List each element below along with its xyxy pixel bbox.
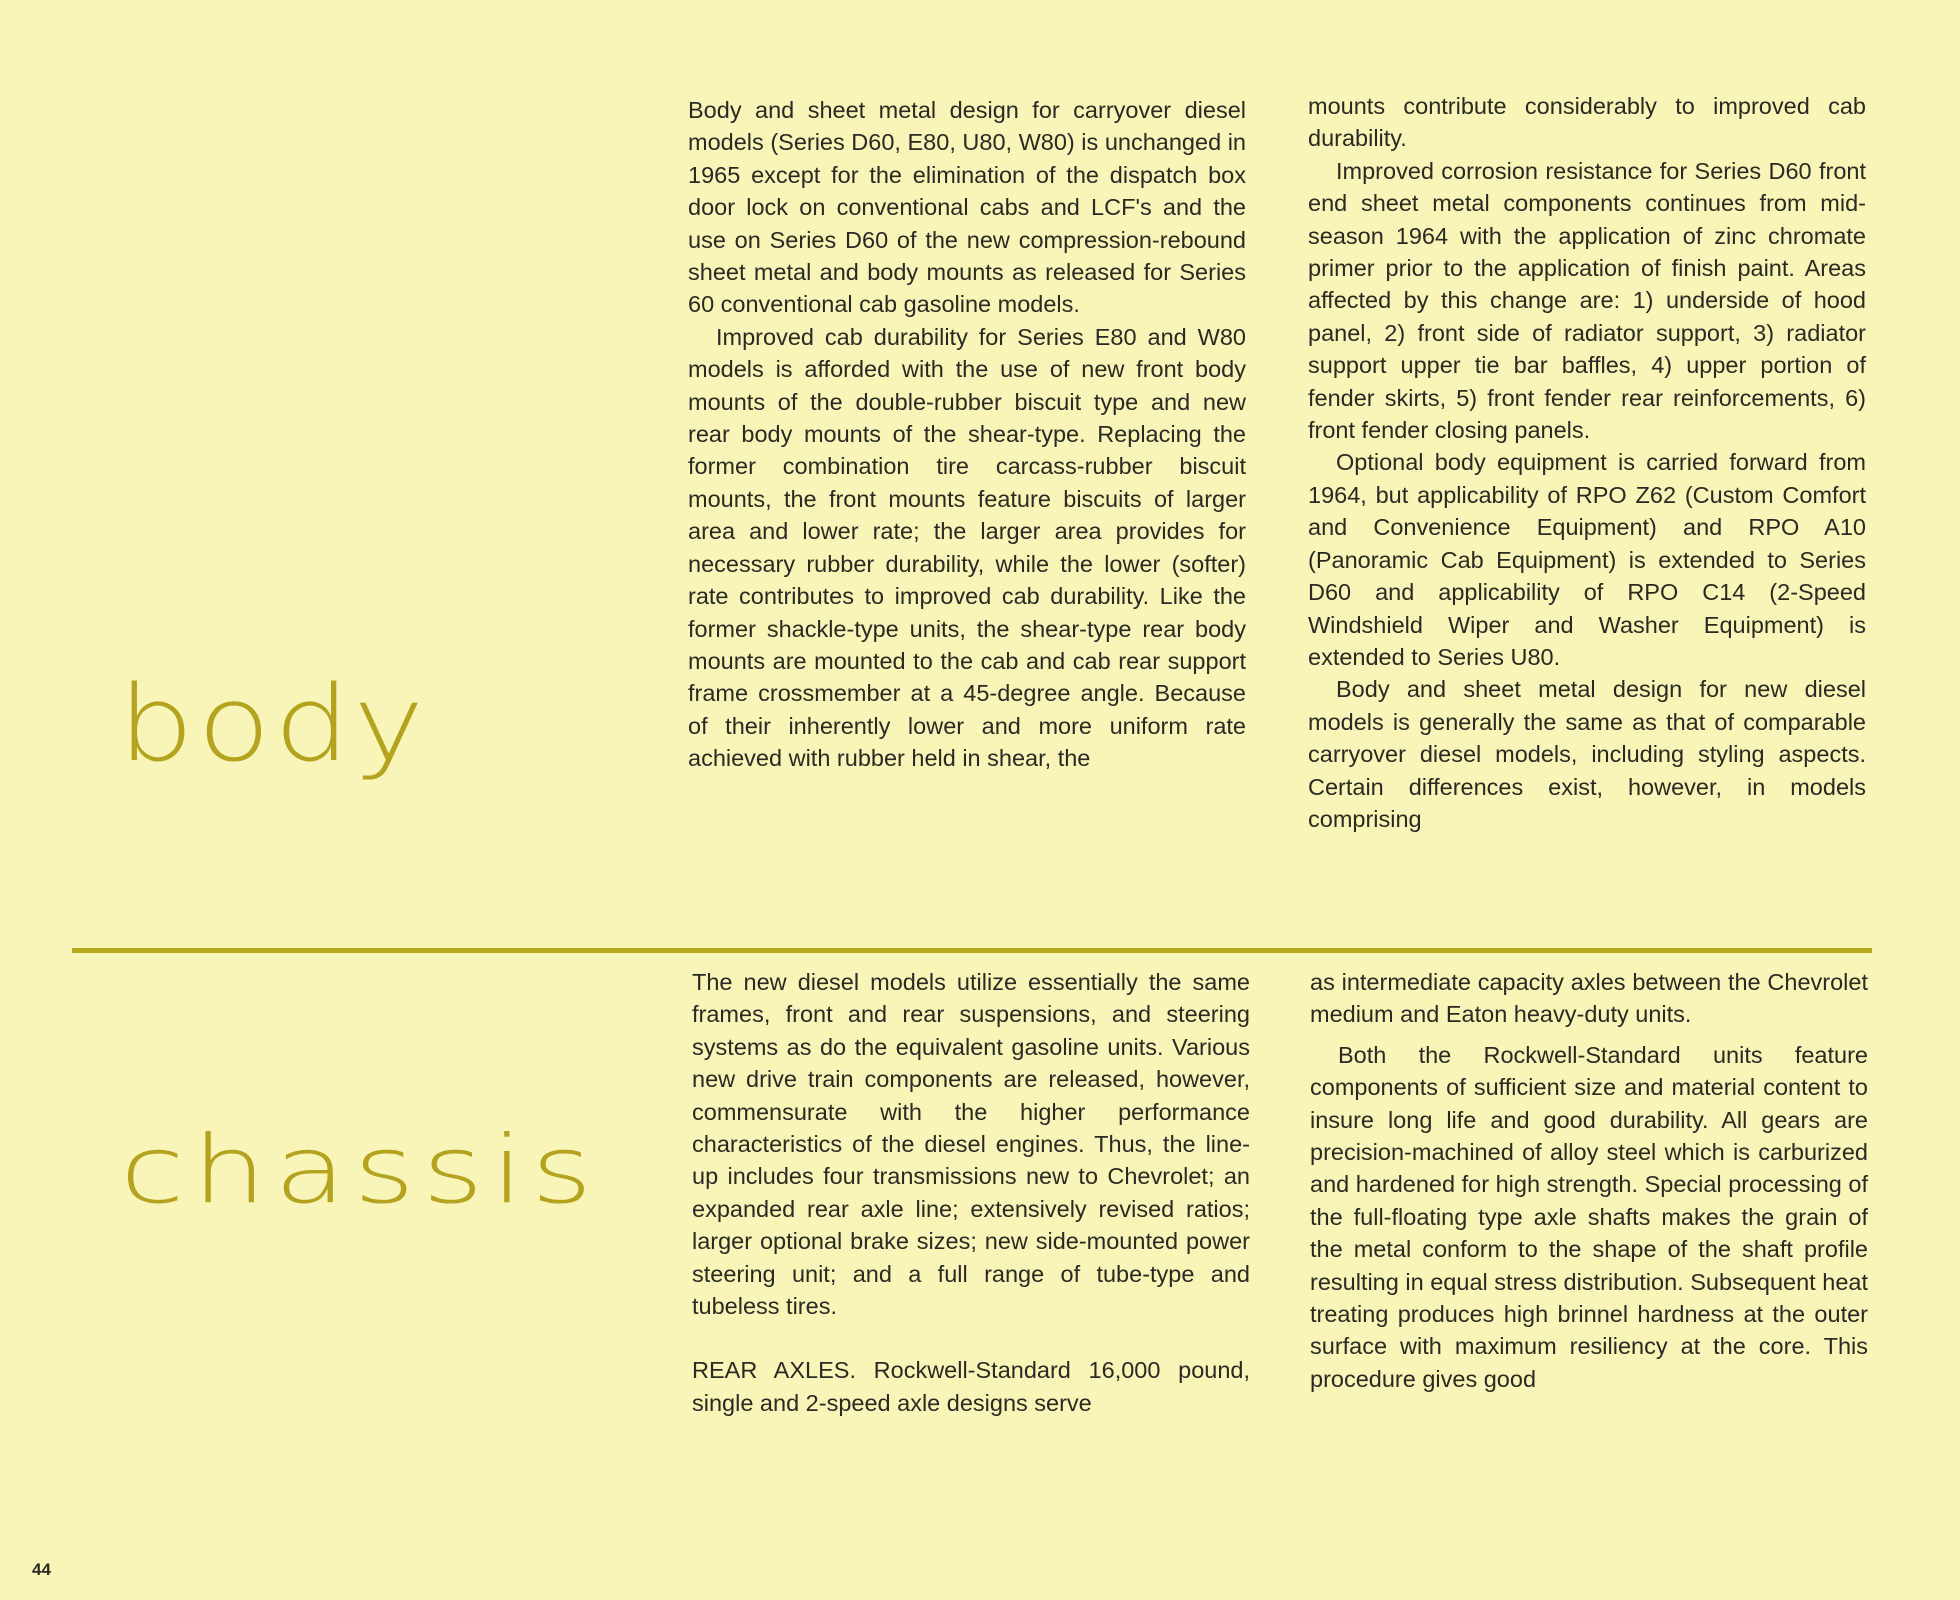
body-paragraph: Improved corrosion resistance for Series D60 front end sheet metal components continues from mid-season 1964 with the application of zinc chromate primer prior to the application of finish paint. Areas affected by this change are: 1) underside of hood panel, 2) front side of radiator support, 3) radiator support upper tie bar baffles, 4) upper portion of fender skirts, 5) front fender rear reinforcements, 6) front fender closing panels. xyxy=(1308,157,1866,444)
body-section-heading: body xyxy=(118,663,428,785)
chassis-paragraph: Both the Rockwell-Standard units feature components of sufficient size and material content to insure long life and good durability. All gears are precision-machined of alloy steel which is carburized and hardened for high strength. Special processing of the full-floating type axle shafts makes the grain of the metal conform to the shape of the shaft profile resulting in equal stress distribution. Subsequent heat treating produces high brinnel hardness at the outer surface with maximum resiliency at the core. This procedure gives good xyxy=(1310,1041,1868,1392)
body-paragraph: Improved cab durability for Series E80 and W80 models is afforded with the use of new front body mounts of the double-rubber biscuit type and new rear body mounts of the shear-type. Replacing the former combination tire carcass-rubber biscuit mounts, the front mounts feature biscuits of larger area and lower rate; the larger area provides for necessary rubber durability, while the lower (softer) rate contributes to improved cab durability. Like the former shackle-type units, the shear-type rear body mounts are mounted to the cab and cab rear support frame crossmember at a 45-degree angle. Because of their inherently lower and more uniform rate achieved with rubber held in shear, the xyxy=(688,323,1246,772)
body-text-column-1 xyxy=(688,94,1246,775)
chassis-paragraph: as intermediate capacity axles between the Chevrolet medium and Eaton heavy-duty units. xyxy=(1310,969,1868,1028)
chassis-section-heading: chassis xyxy=(120,1116,600,1225)
chassis-paragraph: The new diesel models utilize essentially the same frames, front and rear suspensions, and steering systems as do the equivalent gasoline units. Various new drive train components are released, however, commensurate with the higher performance characteristics of the diesel engines. Thus, the line-up includes four transmissions new to Chevrolet; an expanded rear axle line; extensively revised ratios; larger optional brake sizes; new side-mounted power steering unit; and a full range of tube-type and tubeless tires. xyxy=(692,969,1250,1320)
page-number: 44 xyxy=(32,1560,51,1579)
chassis-text-column-1 xyxy=(692,966,1250,1419)
body-paragraph: Body and sheet metal design for new diesel models is generally the same as that of comparable carryover diesel models, including styling aspects. Certain differences exist, however, in models comprising xyxy=(1308,676,1866,832)
body-paragraph: Optional body equipment is carried forward from 1964, but applicability of RPO Z62 (Custom Comfort and Convenience Equipment) and RPO A10 (Panoramic Cab Equipment) is extended to Series D60 and applicability of RPO C14 (2-Speed Windshield Wiper and Washer Equipment) is extended to Series U80. xyxy=(1308,449,1866,670)
body-paragraph: Body and sheet metal design for carryover diesel models (Series D60, E80, U80, W80) is unchanged in 1965 except for the elimination of the dispatch box door lock on conventional cabs and LCF's and the use on Series D60 of the new compression-rebound sheet metal and body mounts as released for Series 60 conventional cab gasoline models. xyxy=(688,97,1246,318)
body-text-column-2 xyxy=(1308,90,1866,835)
chassis-text-column-2 xyxy=(1310,966,1868,1395)
section-divider xyxy=(72,948,1872,953)
chassis-paragraph: REAR AXLES. Rockwell-Standard 16,000 pound, single and 2-speed axle designs serve xyxy=(692,1357,1250,1416)
body-paragraph: mounts contribute considerably to improved cab durability. xyxy=(1308,93,1866,152)
